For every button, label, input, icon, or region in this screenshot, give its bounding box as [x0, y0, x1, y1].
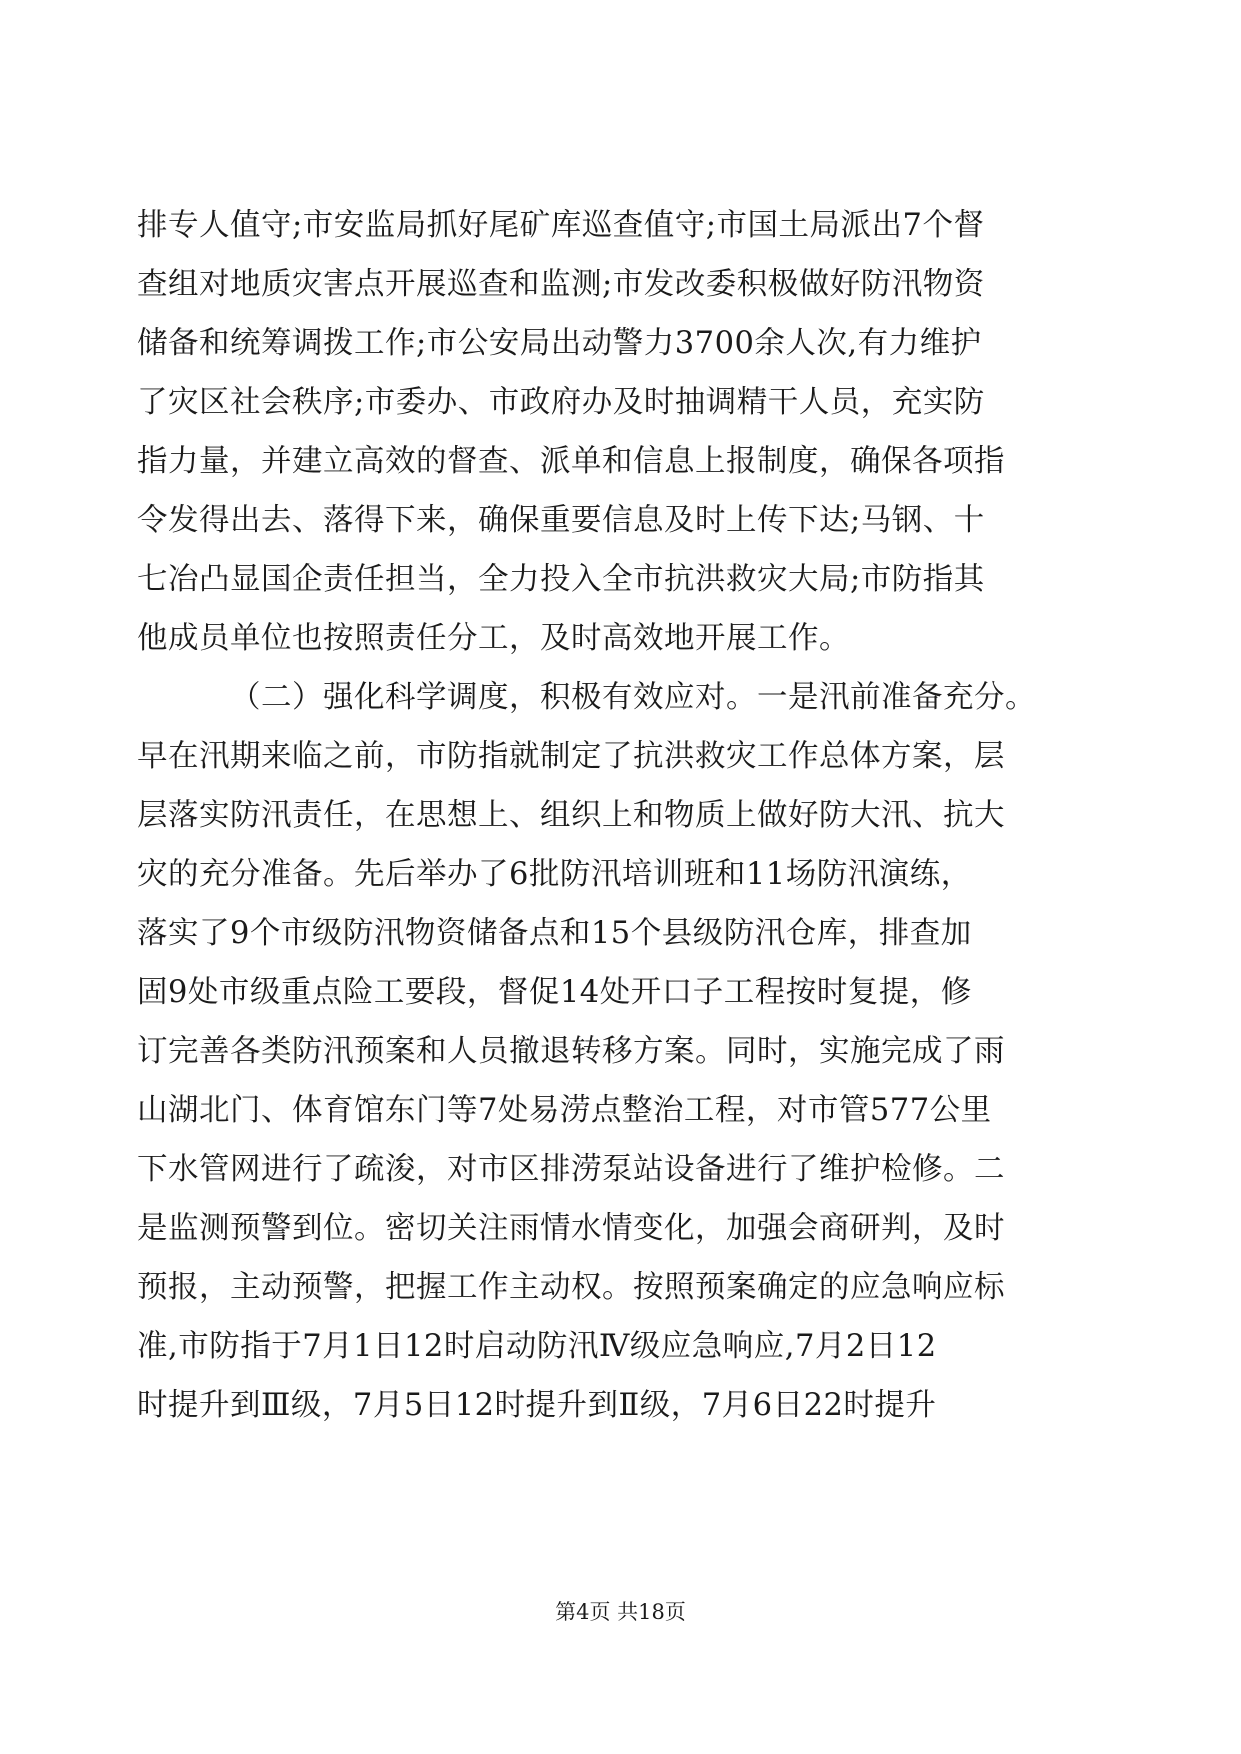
text-line: 落实了9个市级防汛物资储备点和15个县级防汛仓库，排查加 — [137, 916, 972, 951]
text-line: 排专人值守;市安监局抓好尾矿库巡查值守;市国土局派出7个督 — [137, 208, 985, 243]
paragraph-heading-line: （二）强化科学调度，积极有效应对。一是汛前准备充分。 — [230, 680, 1036, 715]
text-line: 查组对地质灾害点开展巡查和监测;市发改委积极做好防汛物资 — [137, 267, 985, 302]
text-line: 准,市防指于7月1日12时启动防汛Ⅳ级应急响应,7月2日12 — [137, 1329, 937, 1364]
text-line: 储备和统筹调拨工作;市公安局出动警力3700余人次,有力维护 — [137, 326, 982, 361]
text-line: 订完善各类防汛预案和人员撤退转移方案。同时，实施完成了雨 — [137, 1034, 1005, 1069]
text-line: 下水管网进行了疏浚，对市区排涝泵站设备进行了维护检修。二 — [137, 1152, 1005, 1187]
text-line: 层落实防汛责任，在思想上、组织上和物质上做好防大汛、抗大 — [137, 798, 1005, 833]
text-line: 指力量，并建立高效的督查、派单和信息上报制度，确保各项指 — [137, 444, 1005, 479]
text-line: 了灾区社会秩序;市委办、市政府办及时抽调精干人员，充实防 — [137, 385, 985, 420]
text-line: 是监测预警到位。密切关注雨情水情变化，加强会商研判，及时 — [137, 1211, 1005, 1246]
text-line: 早在汛期来临之前，市防指就制定了抗洪救灾工作总体方案，层 — [137, 739, 1005, 774]
text-line: 他成员单位也按照责任分工，及时高效地开展工作。 — [137, 621, 850, 656]
text-line: 预报，主动预警，把握工作主动权。按照预案确定的应急响应标 — [137, 1270, 1005, 1305]
text-line: 七冶凸显国企责任担当，全力投入全市抗洪救灾大局;市防指其 — [137, 562, 985, 597]
text-line: 时提升到Ⅲ级，7月5日12时提升到Ⅱ级，7月6日22时提升 — [137, 1388, 937, 1423]
text-line: 固9处市级重点险工要段，督促14处开口子工程按时复提，修 — [137, 975, 972, 1010]
page-number-footer: 第4页 共18页 — [555, 1600, 686, 1624]
text-line: 令发得出去、落得下来，确保重要信息及时上传下达;马钢、十 — [137, 503, 985, 538]
text-line: 灾的充分准备。先后举办了6批防汛培训班和11场防汛演练， — [137, 857, 972, 892]
text-line: 山湖北门、体育馆东门等7处易涝点整治工程，对市管577公里 — [137, 1093, 992, 1128]
